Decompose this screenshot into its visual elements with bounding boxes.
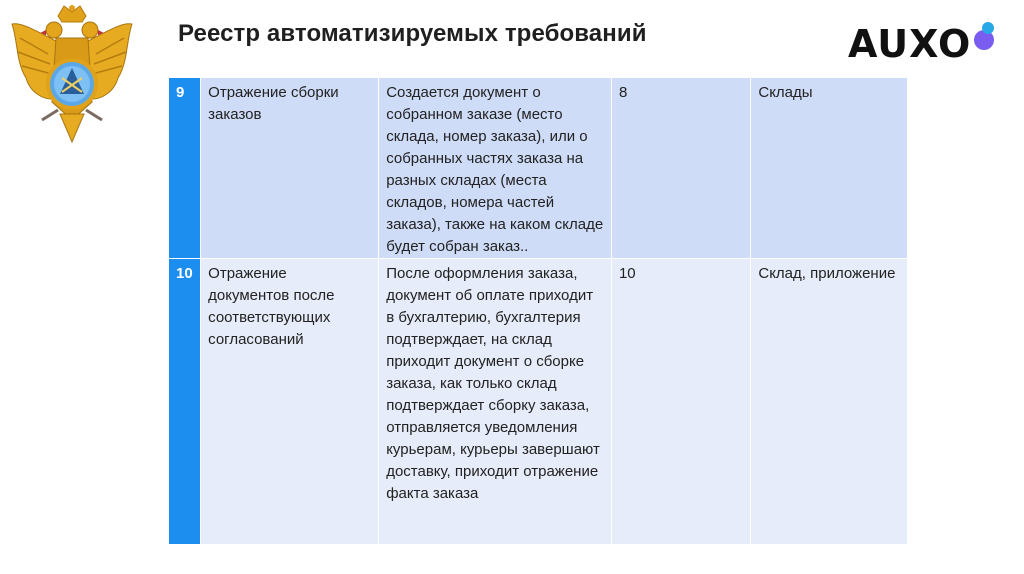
emblem-icon: [8, 2, 136, 154]
requirement-source: Склад, приложение: [751, 259, 908, 545]
requirements-table: [168, 77, 908, 545]
auxo-logo: [848, 18, 998, 68]
logo-text: AUXO: [848, 22, 972, 66]
table-row: [169, 78, 908, 259]
requirement-source: Склады: [751, 78, 908, 259]
row-number: 9: [169, 78, 201, 259]
auxo-circle-mark-icon: [966, 20, 996, 54]
requirement-name: Отражение документов после соответствующих согласований: [201, 259, 379, 545]
requirement-priority: 8: [611, 78, 750, 259]
requirement-name: Отражение сборки заказов: [201, 78, 379, 259]
requirement-description: Создается документ о собранном заказе (место склада, номер заказа), или о собранных частях заказа на разных складах (места складов, номера частей заказа), также на каком складе будет собран заказ..: [379, 78, 612, 259]
table-row: [169, 259, 908, 545]
requirement-priority: 10: [611, 259, 750, 545]
page-title: Реестр автоматизируемых требований: [178, 20, 647, 47]
row-number: 10: [169, 259, 201, 545]
requirement-description: После оформления заказа, документ об оплате приходит в бухгалтерию, бухгалтерия подтверждает, на склад приходит документ о сборке заказа, как только склад подтверждает сборку заказа, отправляется уведомления курьерам, курьеры завершают доставку, приходит отражение факта заказа: [379, 259, 612, 545]
